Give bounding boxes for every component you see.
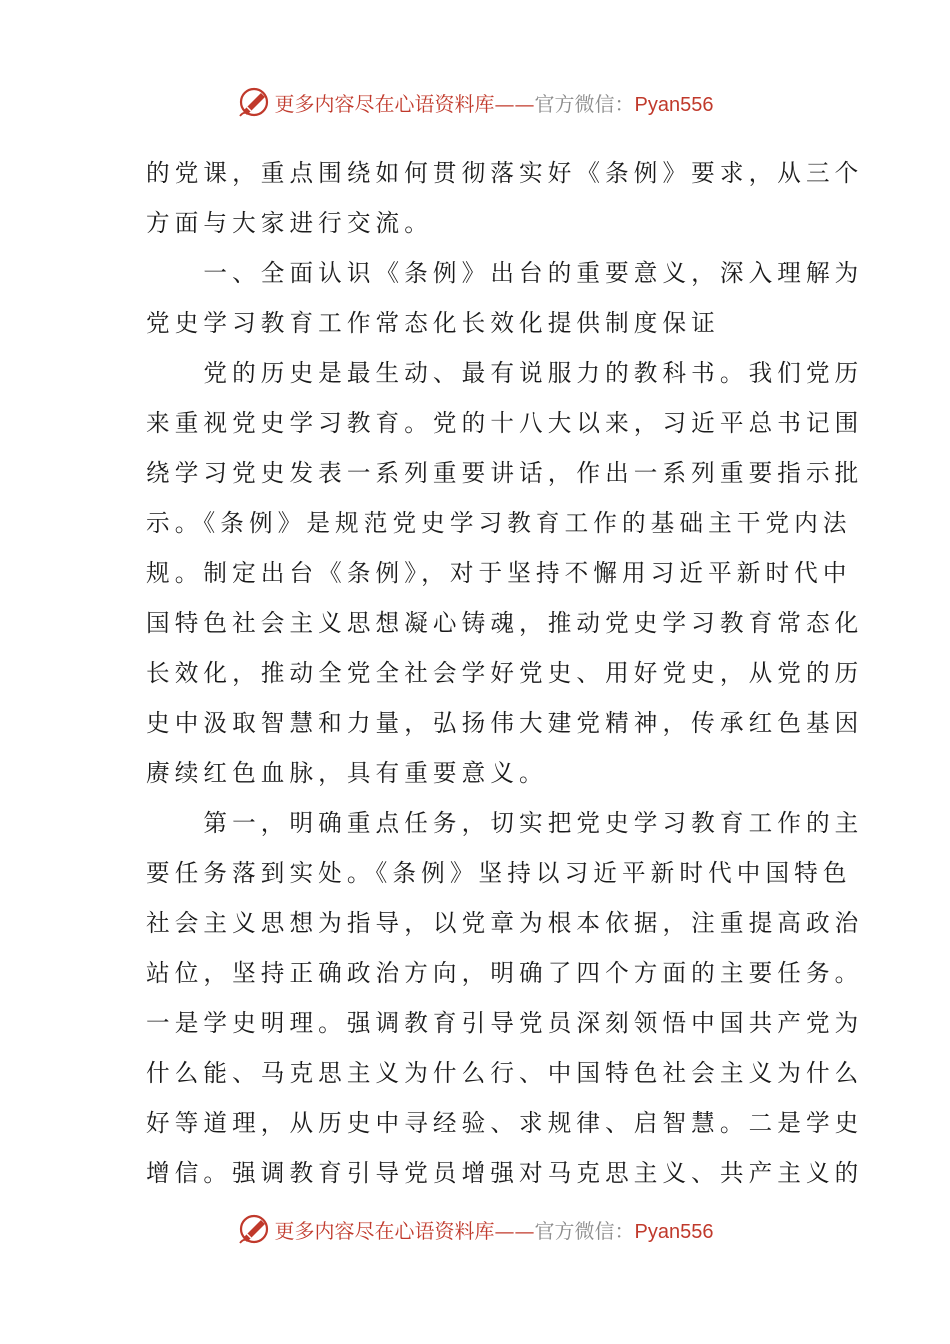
pen-logo-icon — [237, 85, 271, 119]
text-line: 一是学史明理。强调教育引导党员深刻领悟中国共产党为 — [146, 1009, 864, 1037]
text-line: 方面与大家进行交流。 — [146, 209, 433, 237]
banner-site-text: 更多内容尽在心语资料库 — [274, 1218, 495, 1243]
text-line: 绕学习党史发表一系列重要讲话，作出一系列重要指示批 — [146, 459, 864, 487]
text-line: 长效化，推动全党全社会学好党史、用好党史，从党的历 — [146, 659, 864, 687]
text-line: 增信。强调教育引导党员增强对马克思主义、共产主义的 — [146, 1159, 864, 1187]
banner-wechat-id: Pyan556 — [634, 93, 714, 116]
text-line: 社会主义思想为指导，以党章为根本依据，注重提高政治 — [146, 909, 864, 937]
text-line: 好等道理，从历史中寻经验、求规律、启智慧。二是学史 — [146, 1109, 864, 1137]
banner-site-text: 更多内容尽在心语资料库 — [274, 91, 495, 116]
section-heading-line: 一、全面认识《条例》出台的重要意义，深入理解为 — [146, 259, 864, 287]
text-line: 来重视党史学习教育。党的十八大以来，习近平总书记围 — [146, 409, 864, 437]
footer-watermark-banner — [0, 1209, 950, 1249]
text-line: 党的历史是最生动、最有说服力的教科书。我们党历 — [146, 359, 864, 387]
banner-separator: —— — [494, 1218, 535, 1243]
text-line: 要任务落到实处。《条例》坚持以习近平新时代中国特色 — [146, 859, 852, 887]
header-watermark-banner — [0, 82, 950, 122]
banner-text — [275, 88, 714, 117]
banner-wechat-id: Pyan556 — [634, 1220, 714, 1243]
text-line: 赓续红色血脉，具有重要意义。 — [146, 759, 548, 787]
banner-text — [275, 1215, 714, 1244]
banner-separator: —— — [494, 91, 535, 116]
text-line: 第一，明确重点任务，切实把党史学习教育工作的主 — [146, 809, 864, 837]
text-line: 规。制定出台《条例》，对于坚持不懈用习近平新时代中 — [146, 559, 852, 587]
banner-wechat-label: 官方微信： — [534, 1218, 635, 1243]
text-line: 史中汲取智慧和力量，弘扬伟大建党精神，传承红色基因 — [146, 709, 864, 737]
banner-wechat-label: 官方微信： — [534, 91, 635, 116]
text-line: 示。《条例》是规范党史学习教育工作的基础主干党内法 — [146, 509, 852, 537]
text-line: 的党课，重点围绕如何贯彻落实好《条例》要求，从三个 — [146, 159, 864, 187]
text-line: 什么能、马克思主义为什么行、中国特色社会主义为什么 — [146, 1059, 864, 1087]
section-heading-line: 党史学习教育工作常态化长效化提供制度保证 — [146, 309, 720, 337]
text-line: 国特色社会主义思想凝心铸魂，推动党史学习教育常态化 — [146, 609, 864, 637]
document-body — [146, 148, 864, 1198]
pen-logo-icon — [237, 1212, 271, 1246]
text-line: 站位，坚持正确政治方向，明确了四个方面的主要任务。 — [146, 959, 864, 987]
